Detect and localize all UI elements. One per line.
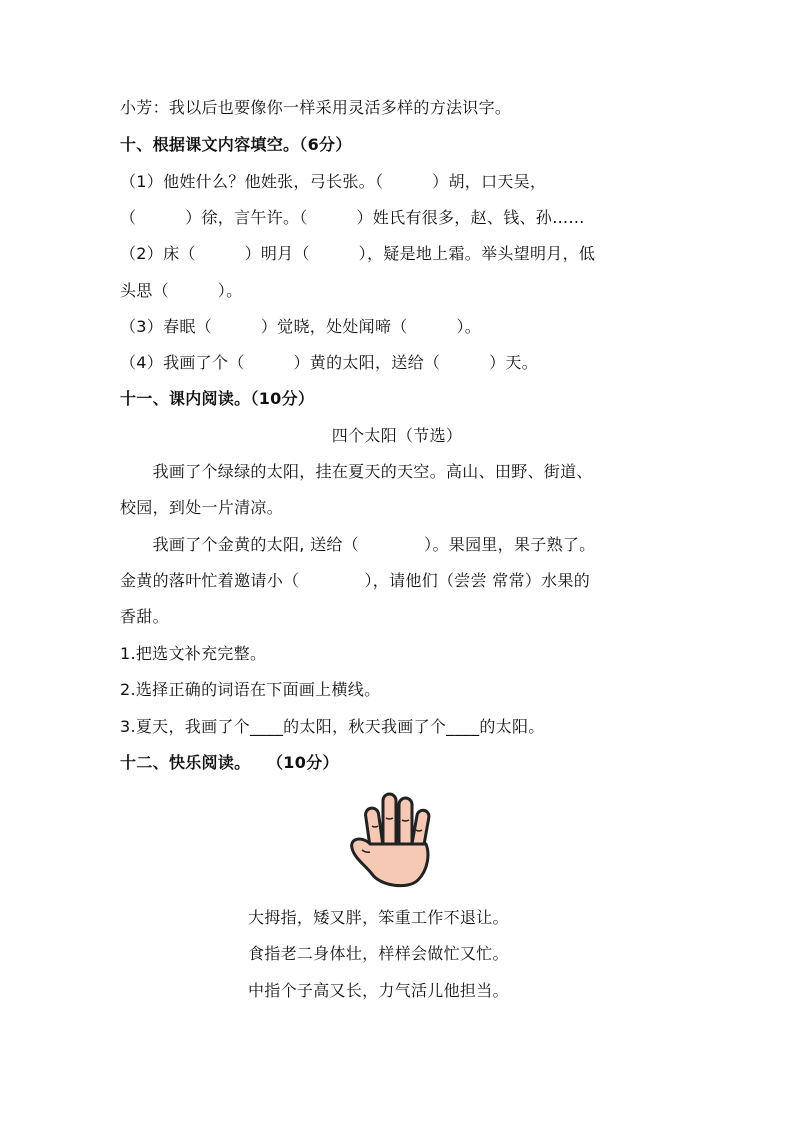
question-2: 2.选择正确的词语在下面画上横线。 (120, 680, 381, 699)
fill-item-4: （4）我画了个（ ）黄的太阳，送给（ ）天。 (120, 353, 538, 372)
passage-para-2-end: 香甜。 (120, 607, 169, 626)
hand-icon (348, 788, 444, 892)
dialogue-line: 小芳：我以后也要像你一样采用灵活多样的方法识字。 (120, 98, 512, 117)
rhyme-line-1: 大拇指，矮又胖，笨重工作不退让。 (248, 908, 509, 927)
question-3: 3.夏天，我画了个____的太阳，秋天我画了个____的太阳。 (120, 717, 545, 736)
section-11-heading: 十一、课内阅读。（10分） (120, 389, 315, 408)
fill-item-2: （2）床（ ）明月（ ），疑是地上霜。举头望明月，低 (120, 244, 596, 263)
section-12-heading: 十二、快乐阅读。 （10分） (120, 753, 339, 772)
fill-item-1-cont: （ ）徐，言午许。（ ）姓氏有很多，赵、钱、孙…… (120, 208, 585, 227)
section-10-heading: 十、根据课文内容填空。（6分） (120, 135, 352, 154)
passage-para-2: 我画了个金黄的太阳, 送给（ ）。果园里，果子熟了。 (120, 535, 596, 554)
rhyme-line-2: 食指老二身体壮，样样会做忙又忙。 (248, 944, 509, 963)
fill-item-1: （1）他姓什么？他姓张，弓长张。（ ）胡，口天吴， (120, 172, 547, 191)
fill-item-2-cont: 头思（ ）。 (120, 281, 243, 300)
passage-para-2-cont: 金黄的落叶忙着邀请小（ ），请他们（尝尝 常常）水果的 (120, 571, 591, 590)
rhyme-line-3: 中指个子高又长，力气活儿他担当。 (248, 981, 509, 1000)
fill-item-3: （3）春眠（ ）觉晓，处处闻啼（ ）。 (120, 317, 482, 336)
passage-para-1-cont: 校园，到处一片清凉。 (120, 498, 284, 517)
passage-para-1: 我画了个绿绿的太阳，挂在夏天的天空。高山、田野、街道、 (120, 462, 593, 481)
passage-title: 四个太阳（节选） (331, 426, 463, 445)
question-1: 1.把选文补充完整。 (120, 644, 267, 663)
